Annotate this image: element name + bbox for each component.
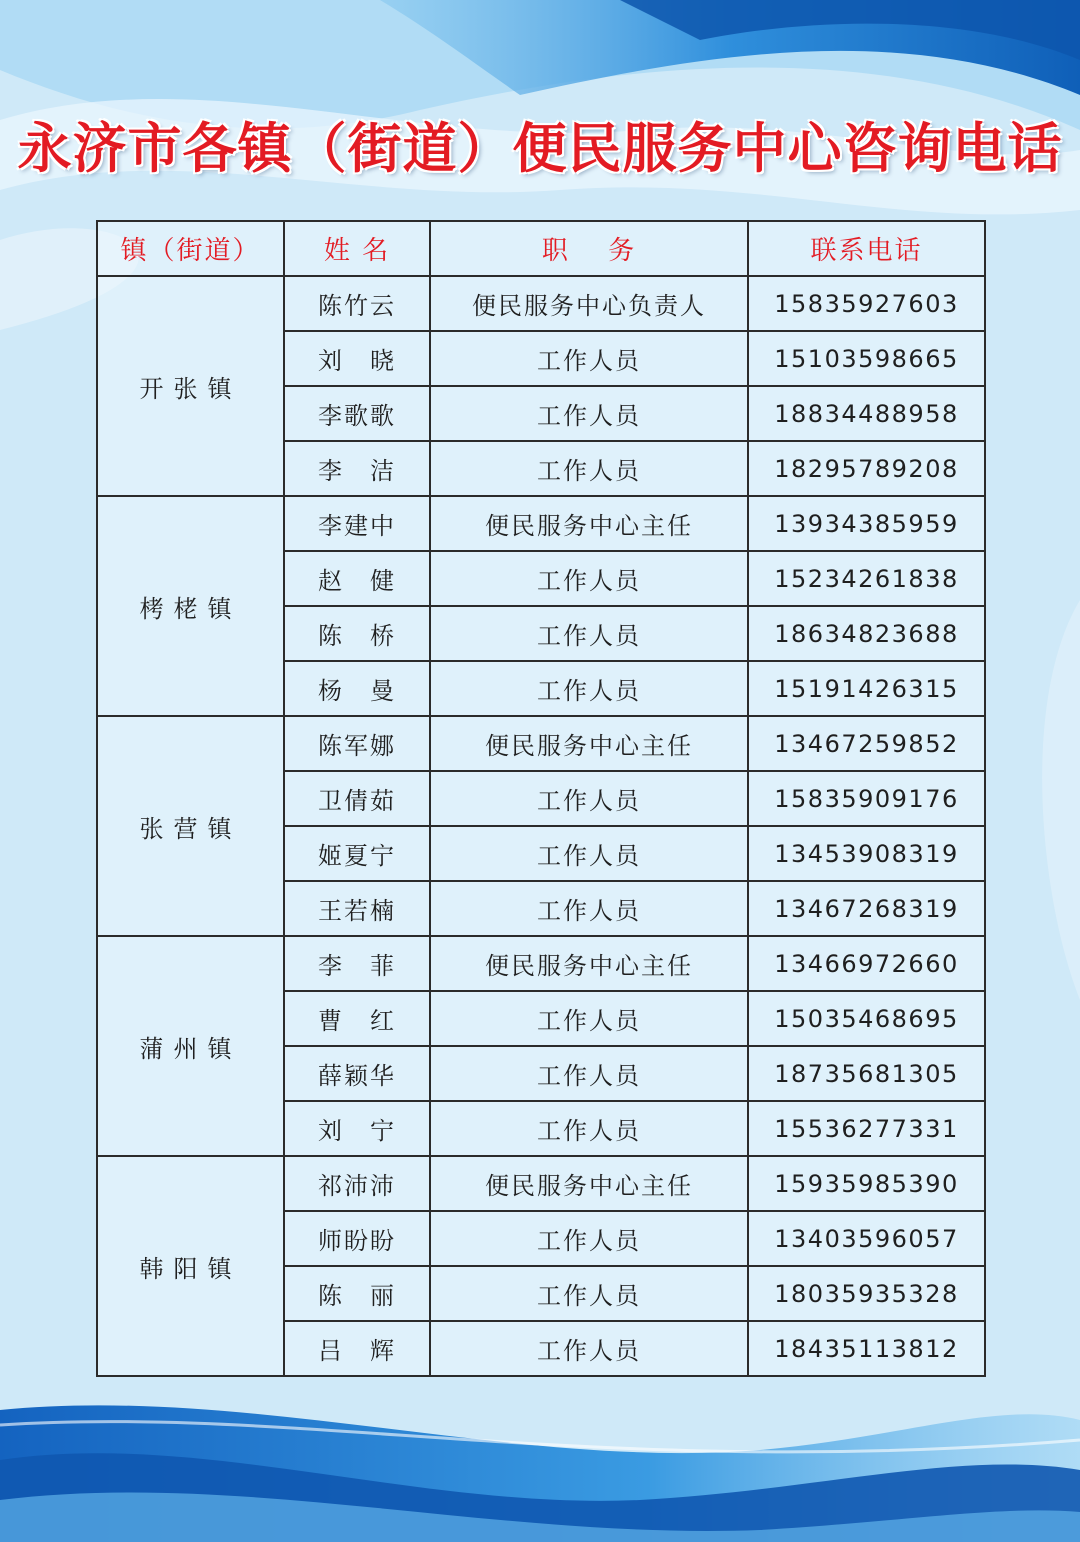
role-cell: 工作人员 [430,1101,748,1156]
role-cell: 便民服务中心主任 [430,1156,748,1211]
role-cell: 工作人员 [430,771,748,826]
town-cell: 栲栳镇 [97,496,284,716]
name-cell: 曹 红 [284,991,430,1046]
role-cell: 工作人员 [430,1046,748,1101]
role-cell: 工作人员 [430,331,748,386]
phone-cell: 15536277331 [748,1101,985,1156]
header-name: 姓 名 [284,221,430,276]
role-cell: 便民服务中心负责人 [430,276,748,331]
header-town: 镇（街道） [97,221,284,276]
contact-table [96,220,986,1377]
table-row [97,1156,985,1211]
role-cell: 工作人员 [430,826,748,881]
town-cell: 韩阳镇 [97,1156,284,1376]
phone-cell: 18435113812 [748,1321,985,1376]
role-cell: 工作人员 [430,1266,748,1321]
role-cell: 工作人员 [430,991,748,1046]
page-title: 永济市各镇（街道）便民服务中心咨询电话 [17,116,1063,180]
name-cell: 李建中 [284,496,430,551]
table-row [97,276,985,331]
header-row [97,221,985,276]
name-cell: 吕 辉 [284,1321,430,1376]
name-cell: 姬夏宁 [284,826,430,881]
phone-cell: 18295789208 [748,441,985,496]
phone-cell: 15234261838 [748,551,985,606]
role-cell: 便民服务中心主任 [430,936,748,991]
name-cell: 李 菲 [284,936,430,991]
header-role: 职 务 [430,221,748,276]
phone-cell: 18634823688 [748,606,985,661]
phone-cell: 15191426315 [748,661,985,716]
phone-cell: 18834488958 [748,386,985,441]
table-row [97,716,985,771]
name-cell: 王若楠 [284,881,430,936]
role-cell: 工作人员 [430,551,748,606]
name-cell: 陈竹云 [284,276,430,331]
phone-cell: 13403596057 [748,1211,985,1266]
phone-cell: 15035468695 [748,991,985,1046]
town-cell: 张营镇 [97,716,284,936]
town-cell: 蒲州镇 [97,936,284,1156]
phone-cell: 18035935328 [748,1266,985,1321]
role-cell: 工作人员 [430,606,748,661]
role-cell: 便民服务中心主任 [430,496,748,551]
phone-cell: 15835927603 [748,276,985,331]
table-row [97,936,985,991]
name-cell: 杨 曼 [284,661,430,716]
phone-cell: 15835909176 [748,771,985,826]
table-row [97,496,985,551]
name-cell: 刘 宁 [284,1101,430,1156]
town-cell: 开张镇 [97,276,284,496]
name-cell: 李歌歌 [284,386,430,441]
role-cell: 便民服务中心主任 [430,716,748,771]
phone-cell: 13934385959 [748,496,985,551]
phone-cell: 15103598665 [748,331,985,386]
role-cell: 工作人员 [430,1211,748,1266]
name-cell: 陈 丽 [284,1266,430,1321]
role-cell: 工作人员 [430,881,748,936]
role-cell: 工作人员 [430,441,748,496]
name-cell: 祁沛沛 [284,1156,430,1211]
name-cell: 刘 晓 [284,331,430,386]
phone-cell: 13467259852 [748,716,985,771]
role-cell: 工作人员 [430,386,748,441]
name-cell: 陈军娜 [284,716,430,771]
phone-cell: 15935985390 [748,1156,985,1211]
phone-cell: 13453908319 [748,826,985,881]
name-cell: 师盼盼 [284,1211,430,1266]
name-cell: 陈 桥 [284,606,430,661]
phone-cell: 13466972660 [748,936,985,991]
name-cell: 薛颖华 [284,1046,430,1101]
name-cell: 李 洁 [284,441,430,496]
header-phone: 联系电话 [748,221,985,276]
name-cell: 赵 健 [284,551,430,606]
name-cell: 卫倩茹 [284,771,430,826]
role-cell: 工作人员 [430,1321,748,1376]
phone-cell: 18735681305 [748,1046,985,1101]
role-cell: 工作人员 [430,661,748,716]
phone-cell: 13467268319 [748,881,985,936]
